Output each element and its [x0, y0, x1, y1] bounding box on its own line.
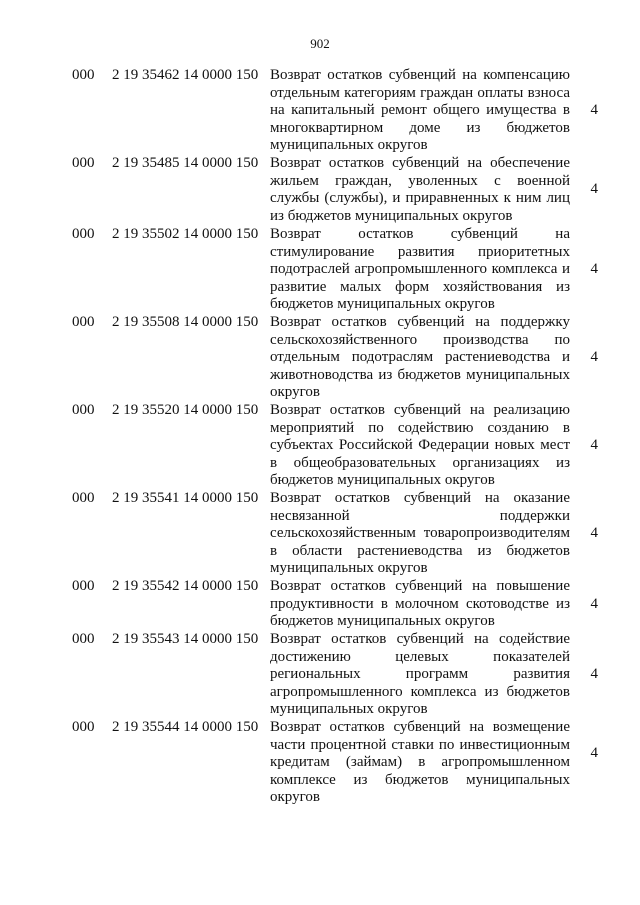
budget-code: 2 19 35502 14 0000 150 [112, 226, 259, 242]
table-row [72, 490, 612, 578]
budget-code: 2 19 35485 14 0000 150 [112, 155, 259, 171]
amount-value: 4 [590, 745, 598, 761]
budget-code: 2 19 35462 14 0000 150 [112, 67, 259, 83]
item-name: Возврат остатков субвенций на поддержку сельскохозяйственного производства по отдельным подотраслям растениеводства и животноводства из бюджетов муниципальных округов [270, 314, 570, 401]
budget-code: 2 19 35543 14 0000 150 [112, 631, 259, 647]
table-row [72, 155, 612, 226]
budget-code: 2 19 35542 14 0000 150 [112, 578, 259, 594]
item-name: Возврат остатков субвенций на компенсацию отдельным категориям граждан оплаты взноса на капитальный ремонт общего имущества в многоквартирном доме из бюджетов муниципальных округов [270, 67, 570, 154]
admin-code: 000 [72, 314, 95, 330]
budget-classification-table [72, 67, 612, 807]
amount-value: 4 [590, 349, 598, 365]
table-row [72, 719, 612, 807]
admin-code: 000 [72, 155, 95, 171]
table-row [72, 402, 612, 490]
admin-code: 000 [72, 578, 95, 594]
admin-code: 000 [72, 67, 95, 83]
table-row [72, 226, 612, 314]
admin-code: 000 [72, 402, 95, 418]
amount-value: 4 [590, 666, 598, 682]
budget-code: 2 19 35520 14 0000 150 [112, 402, 259, 418]
amount-value: 4 [590, 181, 598, 197]
item-name: Возврат остатков субвенций на обеспечение жильем граждан, уволенных с военной службы (службы), и приравненных к ним лиц из бюджетов муниципальных округов [270, 155, 570, 224]
amount-value: 4 [590, 525, 598, 541]
table-row [72, 631, 612, 719]
admin-code: 000 [72, 719, 95, 735]
budget-code: 2 19 35541 14 0000 150 [112, 490, 259, 506]
item-name: Возврат остатков субвенций на реализацию мероприятий по содействию созданию в субъектах Российской Федерации новых мест в общеобразовательных организациях из бюджетов муниципальных округов [270, 402, 570, 489]
amount-value: 4 [590, 437, 598, 453]
item-name: Возврат остатков субвенций на повышение продуктивности в молочном скотоводстве из бюджетов муниципальных округов [270, 578, 570, 630]
budget-code: 2 19 35508 14 0000 150 [112, 314, 259, 330]
item-name: Возврат остатков субвенций на возмещение части процентной ставки по инвестиционным кредитам (займам) в агропромышленном комплексе из бюджетов муниципальных округов [270, 719, 570, 806]
amount-value: 4 [590, 102, 598, 118]
admin-code: 000 [72, 490, 95, 506]
item-name: Возврат остатков субвенций на содействие достижению целевых показателей региональных программ развития агропромышленного комплекса из бюджетов муниципальных округов [270, 631, 570, 718]
budget-code: 2 19 35544 14 0000 150 [112, 719, 259, 735]
page-number: 902 [310, 36, 330, 51]
admin-code: 000 [72, 226, 95, 242]
table-row [72, 578, 612, 631]
table-row [72, 67, 612, 155]
amount-value: 4 [590, 261, 598, 277]
admin-code: 000 [72, 631, 95, 647]
amount-value: 4 [590, 596, 598, 612]
item-name: Возврат остатков субвенций на оказание несвязанной поддержки сельскохозяйственным товаропроизводителям в области растениеводства из бюджетов муниципальных округов [270, 490, 570, 577]
item-name: Возврат остатков субвенций на стимулирование развития приоритетных подотраслей агропромышленного комплекса и развитие малых форм хозяйствования из бюджетов муниципальных округов [270, 226, 570, 313]
table-row [72, 314, 612, 402]
